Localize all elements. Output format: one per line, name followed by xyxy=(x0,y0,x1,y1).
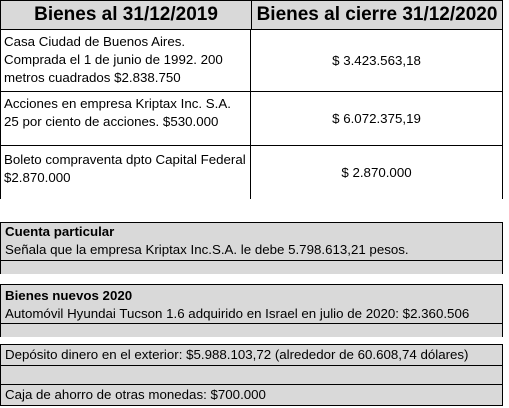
caja-ahorro-text: Caja de ahorro de otras monedas: $700.000 xyxy=(5,387,266,402)
row-description: Acciones en empresa Kriptax Inc. S.A. 25 por ciento de acciones. $530.000 xyxy=(1,92,251,145)
table-row xyxy=(1,30,502,92)
bienes-nuevos-text: Automóvil Hyundai Tucson 1.6 adquirido en Israel en julio de 2020: $2.360.506 xyxy=(5,306,470,321)
row-value: $ 6.072.375,19 xyxy=(332,111,421,126)
row-value: $ 2.870.000 xyxy=(341,165,412,180)
row-value: $ 3.423.563,18 xyxy=(332,53,421,68)
bienes-nuevos-section xyxy=(0,284,503,324)
cuenta-particular-section xyxy=(0,222,503,261)
header-assets-2020: Bienes al cierre 31/12/2020 xyxy=(256,4,498,25)
table-row xyxy=(1,146,502,199)
header-assets-2019: Bienes al 31/12/2019 xyxy=(1,1,252,29)
cuenta-particular-title: Cuenta particular xyxy=(5,224,115,239)
caja-ahorro-section xyxy=(0,384,503,406)
section-separator xyxy=(0,366,503,384)
row-description: Boleto compraventa dpto Capital Federal $2.870.000 xyxy=(1,146,251,199)
section-separator xyxy=(0,324,503,337)
table-row xyxy=(1,92,502,146)
assets-table xyxy=(0,0,503,199)
section-separator xyxy=(0,261,503,274)
cuenta-particular-text: Señala que la empresa Kriptax Inc.S.A. le debe 5.798.613,21 pesos. xyxy=(5,242,409,257)
bienes-nuevos-title: Bienes nuevos 2020 xyxy=(5,288,133,303)
table-header xyxy=(1,0,502,30)
row-description: Casa Ciudad de Buenos Aires. Comprada el 1 de junio de 1992. 200 metros cuadrados $2.838.750 xyxy=(1,30,251,91)
deposito-section xyxy=(0,344,503,366)
deposito-text: Depósito dinero en el exterior: $5.988.103,72 (alrededor de 60.608,74 dólares) xyxy=(5,347,469,362)
